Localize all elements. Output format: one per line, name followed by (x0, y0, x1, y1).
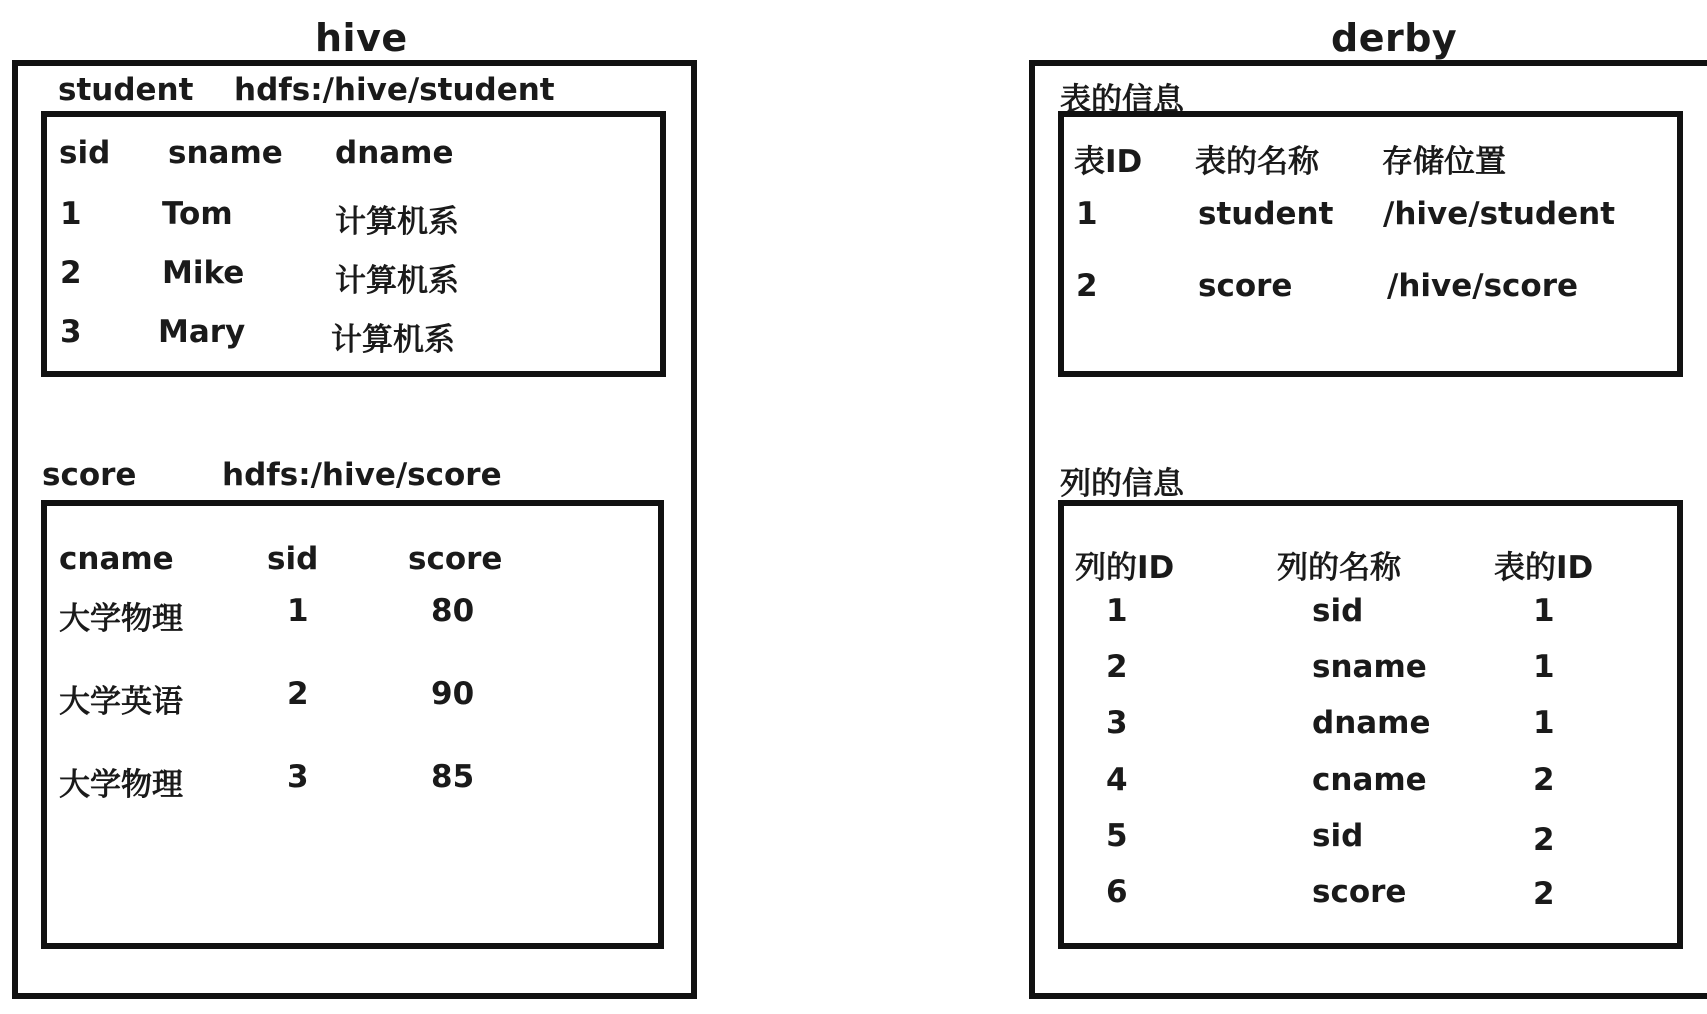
student-cell: 1 (60, 196, 82, 232)
derby-title: derby (1331, 16, 1458, 60)
student-cell: Mary (158, 314, 246, 350)
student-header-dname: dname (335, 135, 454, 171)
column-info-cell: sid (1312, 593, 1364, 629)
column-info-cell: 1 (1533, 705, 1555, 741)
score-header-sid: sid (267, 541, 319, 577)
score-cell: 80 (431, 593, 475, 629)
column-info-cell: dname (1312, 705, 1431, 741)
table-info-cell: 2 (1076, 268, 1098, 304)
table-info-header-id: 表ID (1074, 144, 1143, 180)
table-info-cell: 1 (1076, 196, 1098, 232)
score-cell: 大学物理 (59, 601, 183, 637)
student-cell: 计算机系 (335, 204, 459, 240)
table-info-header-name: 表的名称 (1195, 144, 1319, 180)
column-info-cell: 1 (1533, 649, 1555, 685)
score-header-score: score (408, 541, 503, 577)
score-table-name: score (42, 457, 137, 493)
column-info-cell: 2 (1533, 876, 1555, 912)
student-cell: 2 (60, 255, 82, 291)
student-header-sname: sname (168, 135, 283, 171)
student-header-sid: sid (59, 135, 111, 171)
score-cell: 3 (287, 759, 309, 795)
table-info-label: 表的信息 (1060, 82, 1184, 118)
column-info-label: 列的信息 (1060, 466, 1184, 502)
column-info-cell: 2 (1533, 822, 1555, 858)
score-cell: 大学英语 (59, 684, 183, 720)
column-info-cell: 1 (1533, 593, 1555, 629)
column-info-cell: 1 (1106, 593, 1128, 629)
column-info-cell: 4 (1106, 762, 1128, 798)
column-info-cell: 6 (1106, 874, 1128, 910)
score-hdfs-path: hdfs:/hive/score (222, 457, 502, 493)
score-header-cname: cname (59, 541, 174, 577)
column-info-cell: sname (1312, 649, 1427, 685)
score-cell: 2 (287, 676, 309, 712)
column-info-header-id: 列的ID (1075, 550, 1175, 586)
score-cell: 85 (431, 759, 475, 795)
column-info-cell: 2 (1106, 649, 1128, 685)
student-cell: Mike (162, 255, 245, 291)
score-cell: 1 (287, 593, 309, 629)
student-hdfs-path: hdfs:/hive/student (234, 72, 555, 108)
score-cell: 90 (431, 676, 475, 712)
table-info-table (1058, 111, 1683, 377)
table-info-cell: /hive/score (1387, 268, 1579, 304)
table-info-cell: /hive/student (1383, 196, 1616, 232)
student-cell: 计算机系 (331, 322, 455, 358)
score-cell: 大学物理 (59, 767, 183, 803)
student-table-name: student (58, 72, 194, 108)
table-info-cell: score (1198, 268, 1293, 304)
hive-title: hive (315, 16, 408, 60)
student-cell: 计算机系 (335, 263, 459, 299)
column-info-cell: 5 (1106, 818, 1128, 854)
column-info-cell: 2 (1533, 762, 1555, 798)
column-info-cell: 3 (1106, 705, 1128, 741)
column-info-cell: score (1312, 874, 1407, 910)
student-cell: Tom (162, 196, 233, 232)
column-info-cell: sid (1312, 818, 1364, 854)
column-info-cell: cname (1312, 762, 1427, 798)
table-info-cell: student (1198, 196, 1334, 232)
column-info-header-name: 列的名称 (1277, 550, 1401, 586)
student-cell: 3 (60, 314, 82, 350)
table-info-header-location: 存储位置 (1382, 144, 1506, 180)
column-info-header-table-id: 表的ID (1494, 550, 1594, 586)
